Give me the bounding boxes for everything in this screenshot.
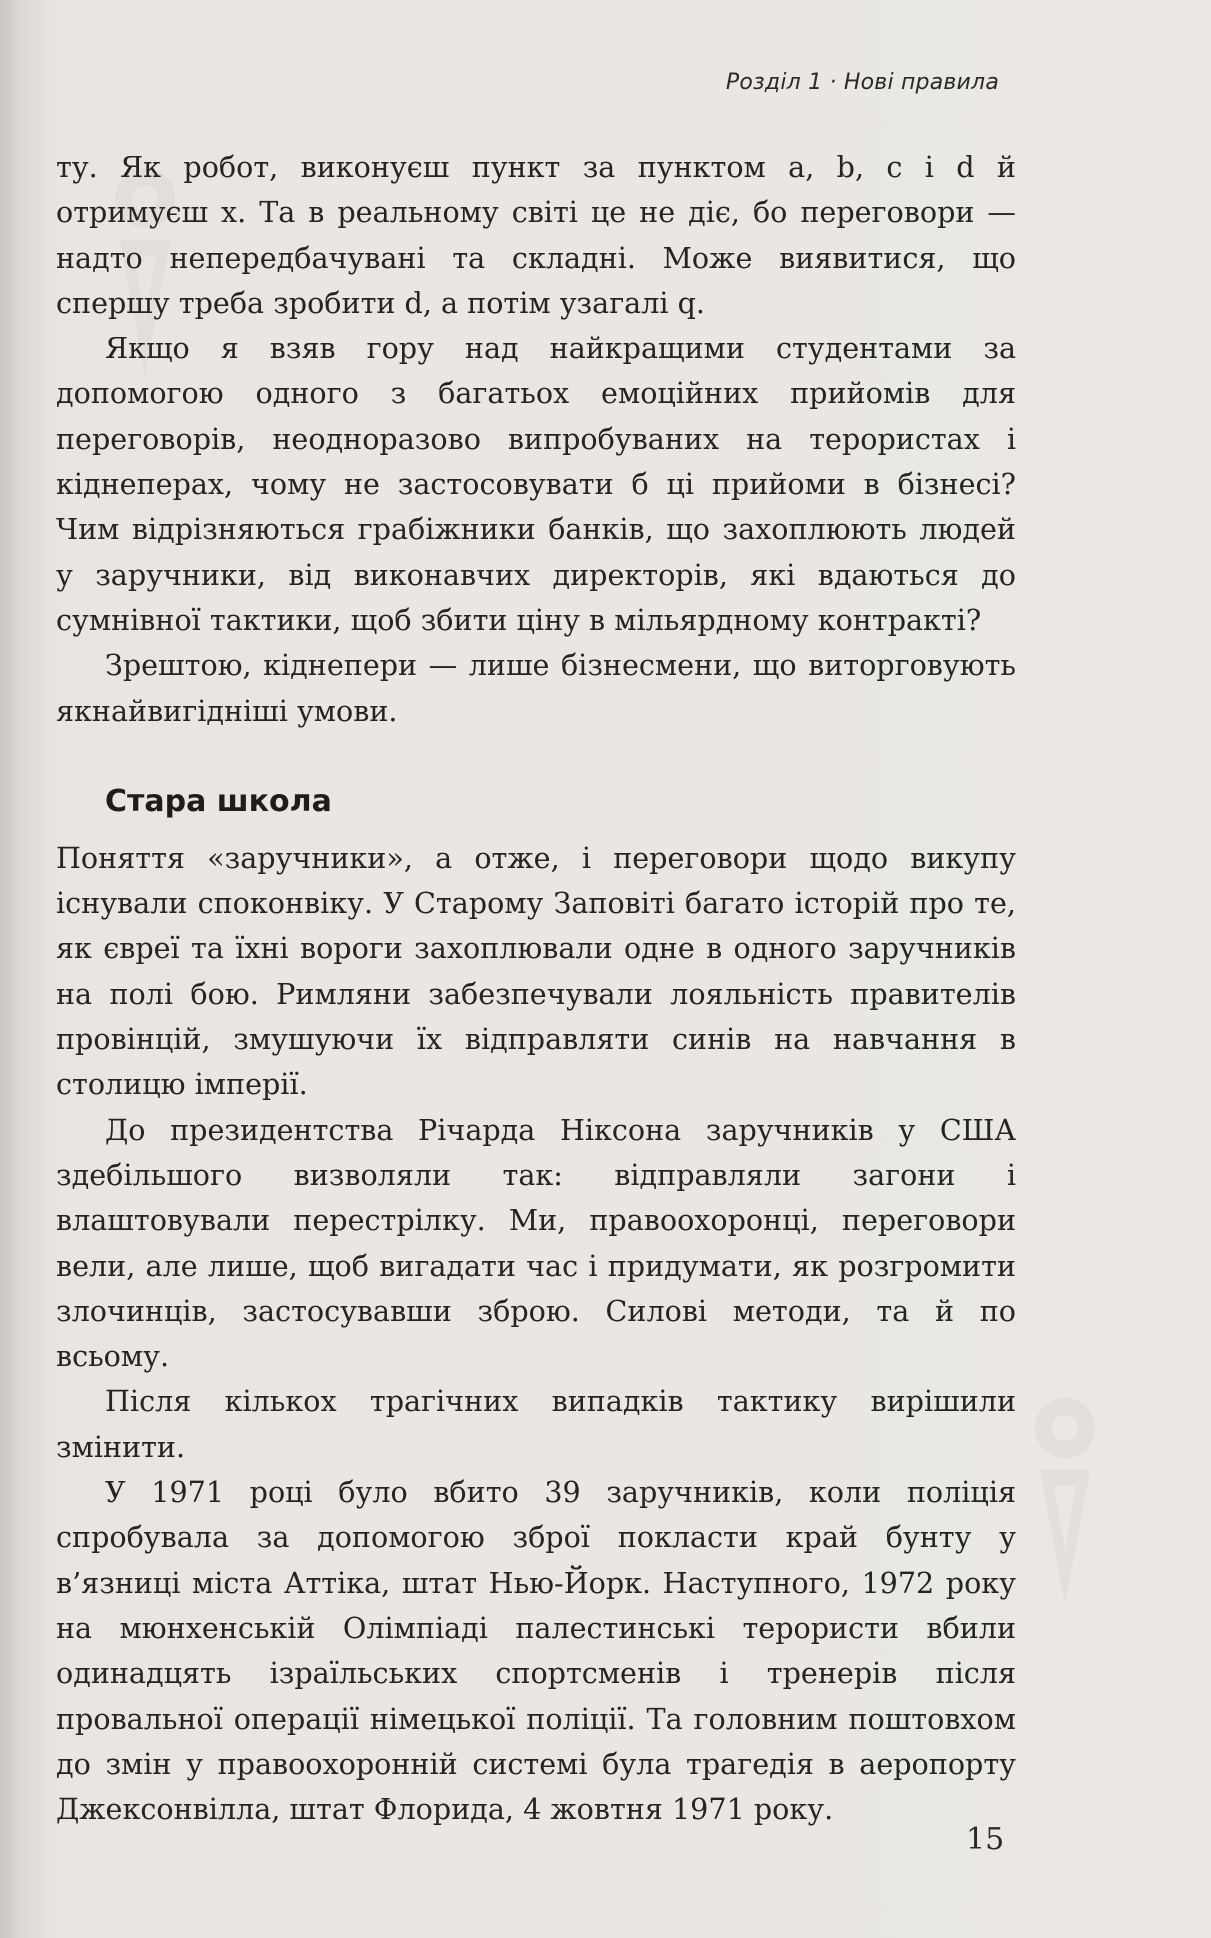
paragraph: ту. Як робот, виконуєш пункт за пунктом a, b, c і d й отримуєш x. Та в реальному світі це не діє, бо переговори — надто непередбачувані та складні. Може виявитися, що спершу треба зробити d, а потім узагалі q. [56, 150, 1016, 320]
paragraph: Зрештою, кіднепери — лише бізнесмени, що виторговують якнайвигідніші умови. [56, 648, 1016, 728]
body-text [56, 145, 1016, 1832]
paragraph: У 1971 році було вбито 39 заручників, коли поліція спробувала за допомогою зброї покласти край бунту у в’язниці міста Аттіка, штат Нью-Йорк. Наступного, 1972 року на мюнхенській Олімпіаді палестинські терористи вбили одинадцять ізраїльських спортсменів і тренерів після провальної операції німецької поліції. Та головним поштовхом до змін у правоохоронній системі була трагедія в аеропорту Джексонвілла, штат Флорида, 4 жовтня 1971 року. [56, 1475, 1016, 1827]
section-heading: Стара школа [105, 783, 332, 819]
paragraph: Поняття «заручники», а отже, і переговори щодо викупу існували споконвіку. У Старому Заповіті багато історій про те, як євреї та їхні вороги захоплювали одне в одного заручників на полі бою. Римляни забезпечували лояльність правителів провінцій, змушуючи їх відправляти синів на навчання в столицю імперії. [56, 840, 1016, 1102]
paragraph: Після кількох трагічних випадків тактику вирішили змінити. [56, 1384, 1016, 1464]
paragraph: До президентства Річарда Ніксона заручників у США здебільшого визволяли так: відправляли загони і влаштовували перестрілку. Ми, правоохоронці, переговори вели, але лише, щоб вигадати час і придумати, як розгромити злочинців, застосувавши зброю. Силові методи, та й по всьому. [56, 1112, 1016, 1374]
page-number: 15 [966, 1822, 1005, 1857]
watermark-icon [1010, 1390, 1120, 1610]
paragraph: Якщо я взяв гору над найкращими студентами за допомогою одного з багатьох емоційних прийомів для переговорів, неодноразово випробуваних на терористах і кіднеперах, чому не застосовувати б ці прийоми в бізнесі? Чим відрізняються грабіжники банків, що захоплюють людей у заручники, від виконавчих директорів, які вдаються до сумнівної тактики, щоб збити ціну в мільярдному контракті? [56, 331, 1016, 637]
running-header: Розділ 1 · Нові правила [725, 70, 999, 95]
